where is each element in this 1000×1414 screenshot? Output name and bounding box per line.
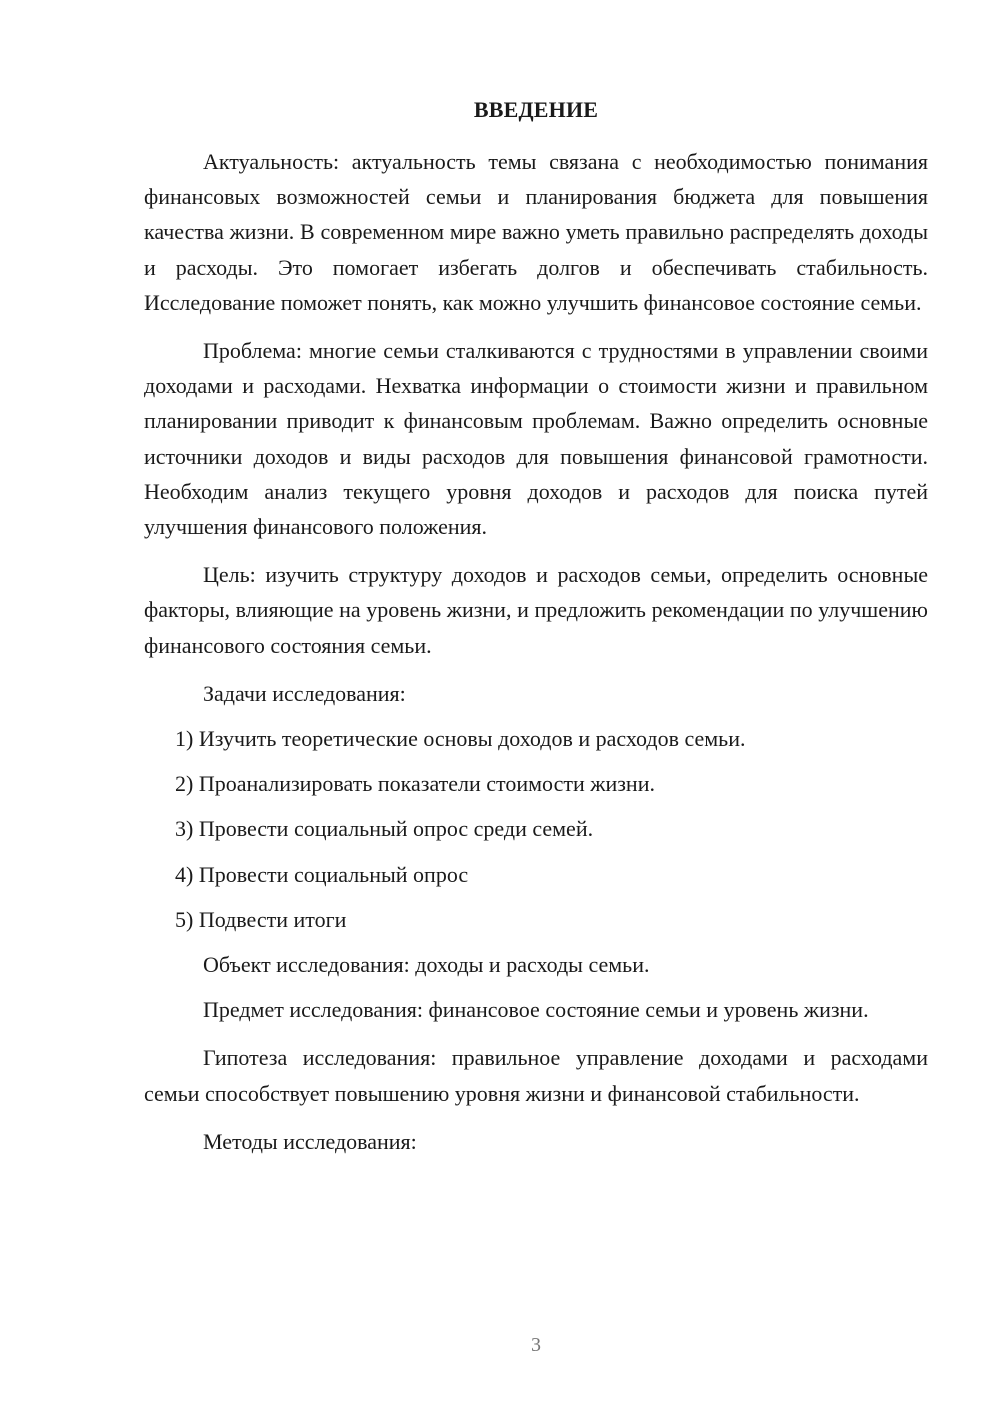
tasks-list (144, 721, 928, 937)
paragraph-hypothesis: Гипотеза исследования: правильное управление доходами и расходами семьи способствует повышению уровня жизни и финансовой стабильности. (144, 1045, 928, 1106)
methods-heading: Методы исследования: (203, 1128, 417, 1154)
task-item: 5) Подвести итоги (175, 906, 347, 932)
paragraph-goal: Цель: изучить структуру доходов и расходов семьи, определить основные факторы, влияющие на уровень жизни, и предложить рекомендации по улучшению финансового состояния семьи. (144, 562, 928, 658)
task-item: 3) Провести социальный опрос среди семей. (175, 816, 594, 842)
document-page (144, 94, 928, 1169)
page-number: 3 (531, 1334, 541, 1356)
task-item: 2) Проанализировать показатели стоимости жизни. (175, 771, 655, 797)
task-item: 1) Изучить теоретические основы доходов и расходов семьи. (175, 726, 746, 752)
document-title: ВВЕДЕНИЕ (473, 97, 599, 122)
paragraph-subject: Предмет исследования: финансовое состояние семьи и уровень жизни. (203, 997, 869, 1023)
paragraph-object: Объект исследования: доходы и расходы семьи. (203, 952, 650, 978)
paragraph-relevance: Актуальность: актуальность темы связана с необходимостью понимания финансовых возможностей семьи и планирования бюджета для повышения качества жизни. В современном мире важно уметь правильно распределять доходы и расходы. Это помогает избегать долгов и обеспечивать стабильность. Исследование поможет понять, как можно улучшить финансовое состояние семьи. (144, 149, 928, 315)
paragraph-problem: Проблема: многие семьи сталкиваются с трудностями в управлении своими доходами и расходами. Нехватка информации о стоимости жизни и правильном планировании приводит к финансовым проблемам. Важно определить основные источники доходов и виды расходов для повышения финансовой грамотности. Необходим анализ текущего уровня доходов и расходов для поиска путей улучшения финансового положения. (144, 338, 928, 540)
tasks-heading: Задачи исследования: (203, 680, 406, 706)
task-item: 4) Провести социальный опрос (175, 861, 469, 887)
